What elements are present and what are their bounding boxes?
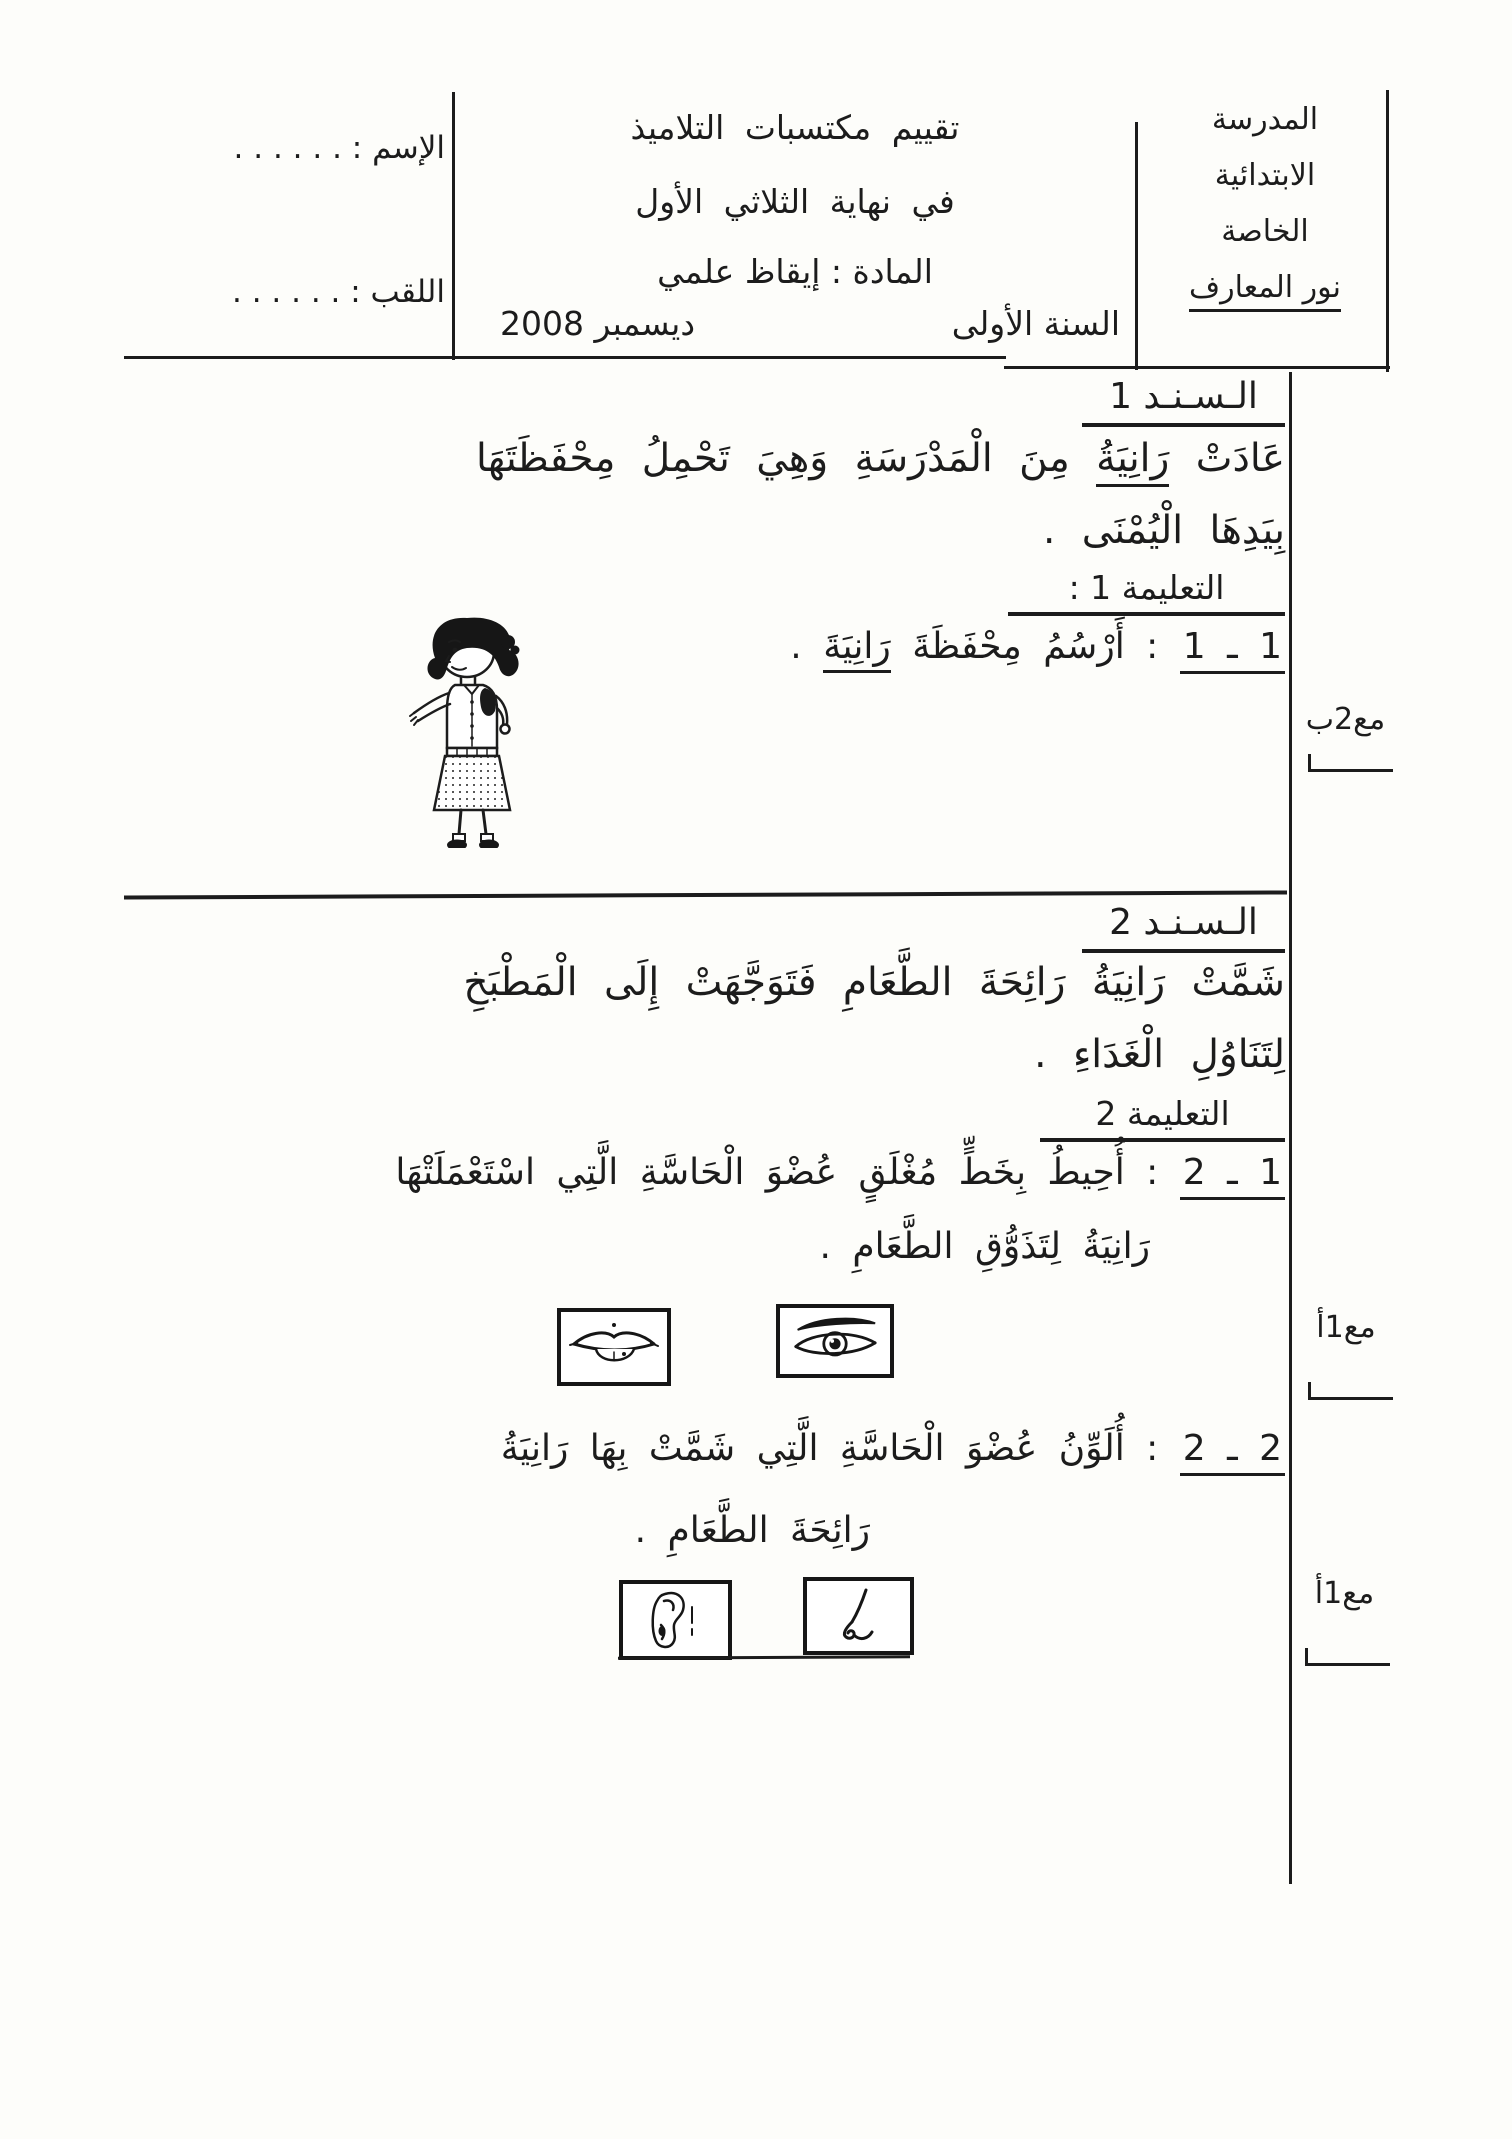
- exam-title-line1: تقييم مكتسبات التلاميذ: [630, 108, 960, 147]
- school-name-line1: المدرسة: [1211, 102, 1319, 137]
- support2-text-line2: لِتَنَاوُلِ الْغَدَاءِ .: [1034, 1032, 1285, 1077]
- support1-name-rania: رَانِيَةُ: [1096, 436, 1169, 487]
- header-right-border: [1386, 90, 1389, 372]
- eye-icon: [785, 1313, 885, 1369]
- support1-text-pre: عَادَتْ: [1195, 436, 1285, 481]
- support1-text-line1: [140, 436, 1285, 481]
- support1-heading: الـسـنـد 1: [1082, 376, 1285, 427]
- exam-title-line2: في نهاية الثلاثي الأول: [635, 182, 955, 221]
- score-bracket-2: [1308, 1382, 1393, 1400]
- task-2-1-number: 1 ـ 2: [1180, 1152, 1285, 1200]
- eye-image: [776, 1304, 894, 1378]
- task-2-1-line1: [130, 1152, 1285, 1193]
- school-name-block: [1145, 92, 1385, 316]
- support2-heading: الـسـنـد 2: [1082, 902, 1285, 953]
- girl-icon: [375, 596, 540, 848]
- first-name-field: الإسم : . . . . . .: [233, 130, 445, 166]
- section-separator: [124, 890, 1287, 899]
- task-2-2-colon: :: [1124, 1428, 1180, 1469]
- task-2-2-text: أُلَوِّنُ عُضْوَ الْحَاسَّةِ الَّتِي شَمَّتْ بِهَا رَانِيَةُ: [500, 1428, 1125, 1469]
- school-name-line2: الابتدائية: [1214, 158, 1316, 193]
- margin-rule: [1289, 372, 1292, 1884]
- score-code-1: مع2ب: [1305, 702, 1386, 737]
- ear-image: [619, 1580, 732, 1660]
- support1-text-line2: بِيَدِهَا الْيُمْنَى .: [1042, 508, 1285, 553]
- exam-date: ديسمبر 2008: [500, 304, 696, 343]
- mouth-image: [557, 1308, 671, 1386]
- school-name-emphasis: نور المعارف: [1189, 270, 1341, 312]
- grade-date-row: [470, 304, 1120, 343]
- instruction1-heading: التعليمة 1 :: [1008, 568, 1285, 616]
- score-bracket-3: [1305, 1648, 1390, 1666]
- task-2-1-line2: رَانِيَةُ لِتَذَوُّقِ الطَّعَامِ .: [819, 1226, 1150, 1267]
- header-divider-right: [1135, 122, 1138, 370]
- girl-illustration: [375, 596, 540, 848]
- score-code-2: مع1أ: [1316, 1310, 1376, 1345]
- nose-image: [803, 1577, 914, 1655]
- task-1-1-number: 1 ـ 1: [1180, 626, 1285, 674]
- header-divider-left: [452, 92, 455, 360]
- subject-line: المادة : إيقاظ علمي: [657, 252, 933, 291]
- instruction2-heading: التعليمة 2: [1040, 1094, 1285, 1142]
- mouth-icon: [566, 1318, 662, 1376]
- boxes-underline: [618, 1655, 910, 1660]
- score-bracket-1: [1308, 754, 1393, 772]
- task-2-1-text: أُحِيطُ بِخَطٍّ مُغْلَقٍ عُضْوَ الْحَاسَّةِ الَّتِي اسْتَعْمَلَتْهَا: [395, 1152, 1125, 1193]
- last-name-field: اللقب : . . . . . .: [232, 274, 445, 310]
- header-bottom-rule-right: [1004, 366, 1390, 369]
- task-1-1-period: .: [790, 626, 824, 667]
- support1-text-post: مِنَ الْمَدْرَسَةِ وَهِيَ تَحْمِلُ مِحْفَظَتَهَا: [475, 436, 1070, 481]
- task-2-2-line2: رَائِحَةَ الطَّعَامِ .: [634, 1510, 870, 1551]
- task-2-2-number: 2 ـ 2: [1180, 1428, 1285, 1476]
- header-bottom-rule-left: [124, 356, 1006, 359]
- task-2-1-colon: :: [1124, 1152, 1180, 1193]
- nose-icon: [812, 1586, 905, 1646]
- support2-text-line1: شَمَّتْ رَانِيَةُ رَائِحَةَ الطَّعَامِ فَتَوَجَّهَتْ إِلَى الْمَطْبَخِ: [463, 960, 1285, 1005]
- grade-label: السنة الأولى: [951, 304, 1120, 343]
- score-code-3: مع1أ: [1314, 1576, 1375, 1611]
- school-name-line3: الخاصة: [1221, 214, 1309, 249]
- task-1-1-text: أَرْسُمُ مِحْفَظَةَ: [890, 626, 1125, 667]
- task-2-2-line1: [290, 1428, 1285, 1469]
- task-1-1-name-rania: رَانِيَةَ: [823, 626, 891, 673]
- task-1-1: [540, 626, 1285, 667]
- task-1-1-colon: :: [1124, 626, 1180, 667]
- school-name-line4: [1145, 260, 1385, 316]
- ear-icon: [628, 1589, 723, 1651]
